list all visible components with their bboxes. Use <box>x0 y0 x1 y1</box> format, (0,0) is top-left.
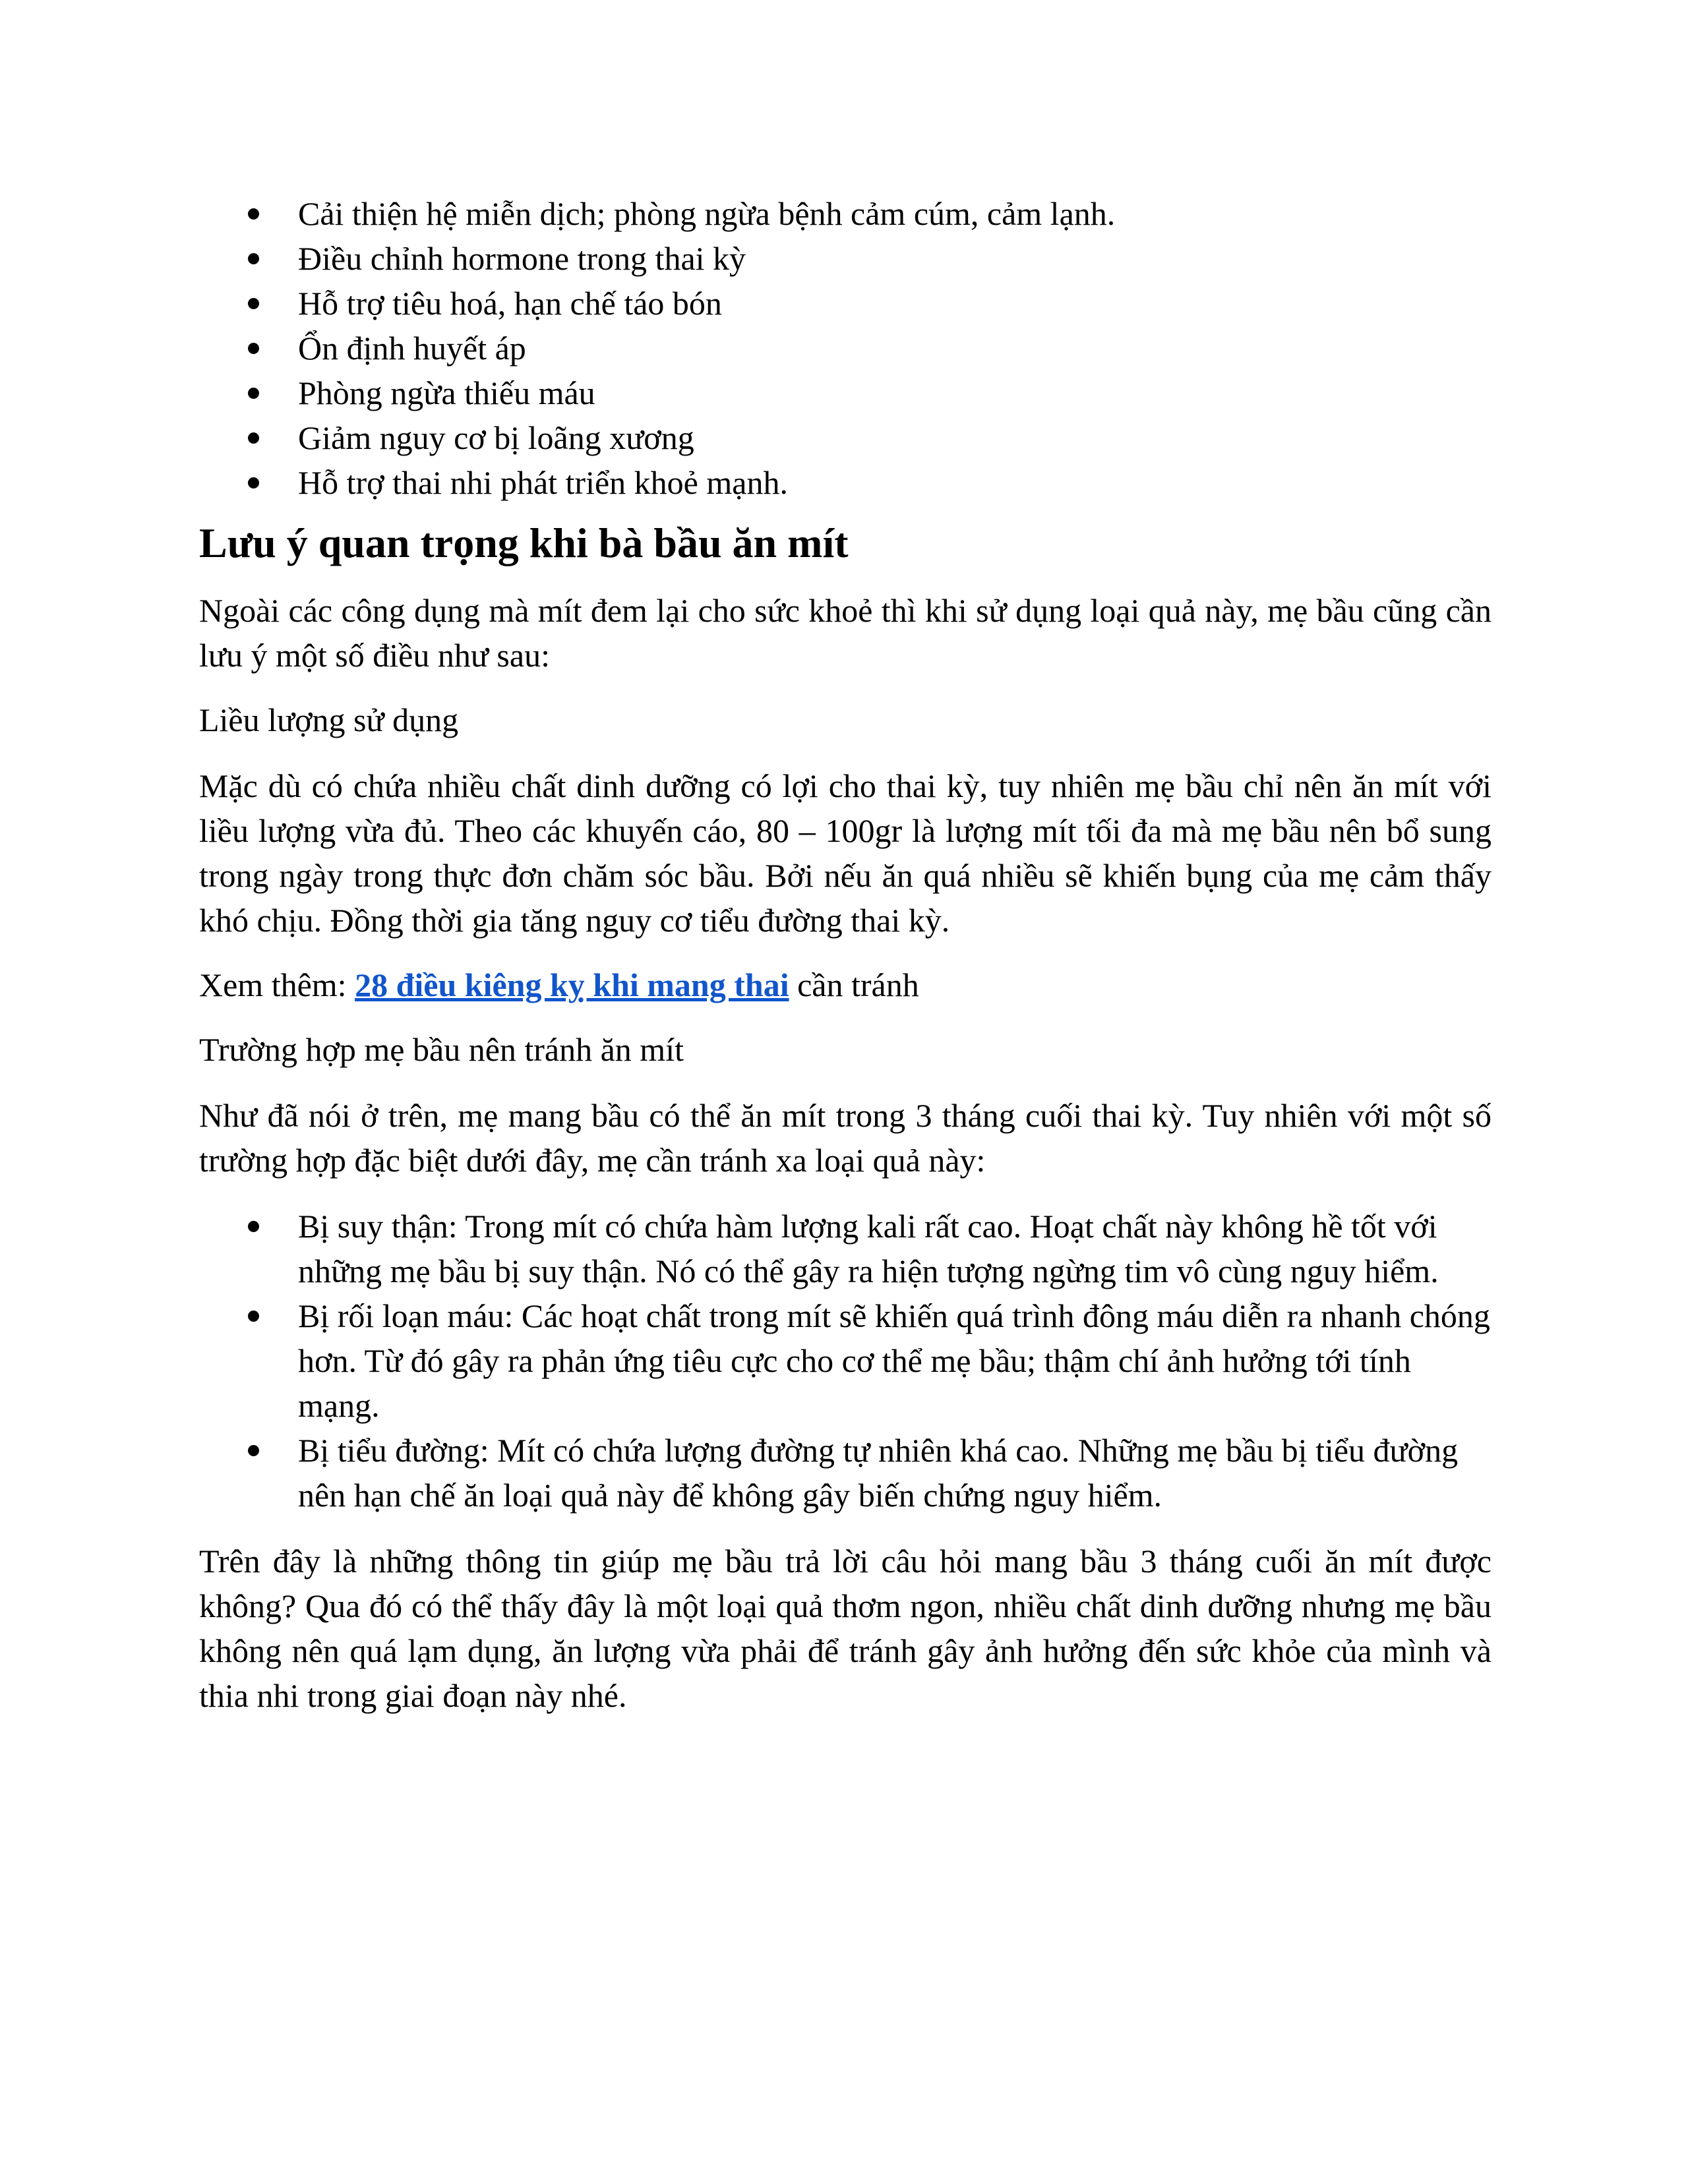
list-item: Ổn định huyết áp <box>199 326 1492 370</box>
list-item: Bị suy thận: Trong mít có chứa hàm lượng kali rất cao. Hoạt chất này không hề tốt với những mẹ bầu bị suy thận. Nó có thể gây ra hiện tượng ngừng tim vô cùng nguy hiểm. <box>199 1204 1492 1293</box>
benefits-list <box>199 191 1492 505</box>
list-item: Hỗ trợ thai nhi phát triển khoẻ mạnh. <box>199 460 1492 505</box>
see-also-prefix: Xem thêm: <box>199 966 355 1003</box>
list-item: Bị rối loạn máu: Các hoạt chất trong mít sẽ khiến quá trình đông máu diễn ra nhanh chóng hơn. Từ đó gây ra phản ứng tiêu cực cho cơ thể mẹ bầu; thậm chí ảnh hưởng tới tính mạng. <box>199 1293 1492 1428</box>
list-item: Hỗ trợ tiêu hoá, hạn chế táo bón <box>199 281 1492 326</box>
avoid-paragraph: Như đã nói ở trên, mẹ mang bầu có thể ăn mít trong 3 tháng cuối thai kỳ. Tuy nhiên với một số trường hợp đặc biệt dưới đây, mẹ cần tránh xa loại quả này: <box>199 1097 1492 1179</box>
intro-paragraph: Ngoài các công dụng mà mít đem lại cho sức khoẻ thì khi sử dụng loại quả này, mẹ bầu cũng cần lưu ý một số điều như sau: <box>199 592 1492 674</box>
section-heading: Lưu ý quan trọng khi bà bầu ăn mít <box>199 519 849 566</box>
list-item: Điều chỉnh hormone trong thai kỳ <box>199 236 1492 281</box>
list-item: Phòng ngừa thiếu máu <box>199 370 1492 415</box>
list-item: Giảm nguy cơ bị loãng xương <box>199 415 1492 460</box>
see-also-suffix: cần tránh <box>789 966 919 1003</box>
dosage-paragraph: Mặc dù có chứa nhiều chất dinh dưỡng có lợi cho thai kỳ, tuy nhiên mẹ bầu chỉ nên ăn mít với liều lượng vừa đủ. Theo các khuyến cáo, 80 – 100gr là lượng mít tối đa mà mẹ bầu nên bổ sung trong ngày trong thực đơn chăm sóc bầu. Bởi nếu ăn quá nhiều sẽ khiến bụng của mẹ cảm thấy khó chịu. Đồng thời gia tăng nguy cơ tiểu đường thai kỳ. <box>199 767 1492 939</box>
see-also-line <box>199 962 1492 1007</box>
subheading-dosage: Liều lượng sử dụng <box>199 701 459 738</box>
conclusion-paragraph: Trên đây là những thông tin giúp mẹ bầu trả lời câu hỏi mang bầu 3 tháng cuối ăn mít được không? Qua đó có thể thấy đây là một loại quả thơm ngon, nhiều chất dinh dưỡng nhưng mẹ bầu không nên quá lạm dụng, ăn lượng vừa phải để tránh gây ảnh hưởng đến sức khỏe của mình và thia nhi trong giai đoạn này nhé. <box>199 1543 1492 1714</box>
list-item: Cải thiện hệ miễn dịch; phòng ngừa bệnh cảm cúm, cảm lạnh. <box>199 191 1492 236</box>
avoid-list <box>199 1204 1492 1518</box>
list-item: Bị tiểu đường: Mít có chứa lượng đường tự nhiên khá cao. Những mẹ bầu bị tiểu đường nên hạn chế ăn loại quả này để không gây biến chứng nguy hiểm. <box>199 1428 1492 1518</box>
see-also-link[interactable]: 28 điều kiêng kỵ khi mang thai <box>355 966 789 1003</box>
subheading-avoid: Trường hợp mẹ bầu nên tránh ăn mít <box>199 1031 684 1068</box>
document-page <box>199 191 1492 1718</box>
